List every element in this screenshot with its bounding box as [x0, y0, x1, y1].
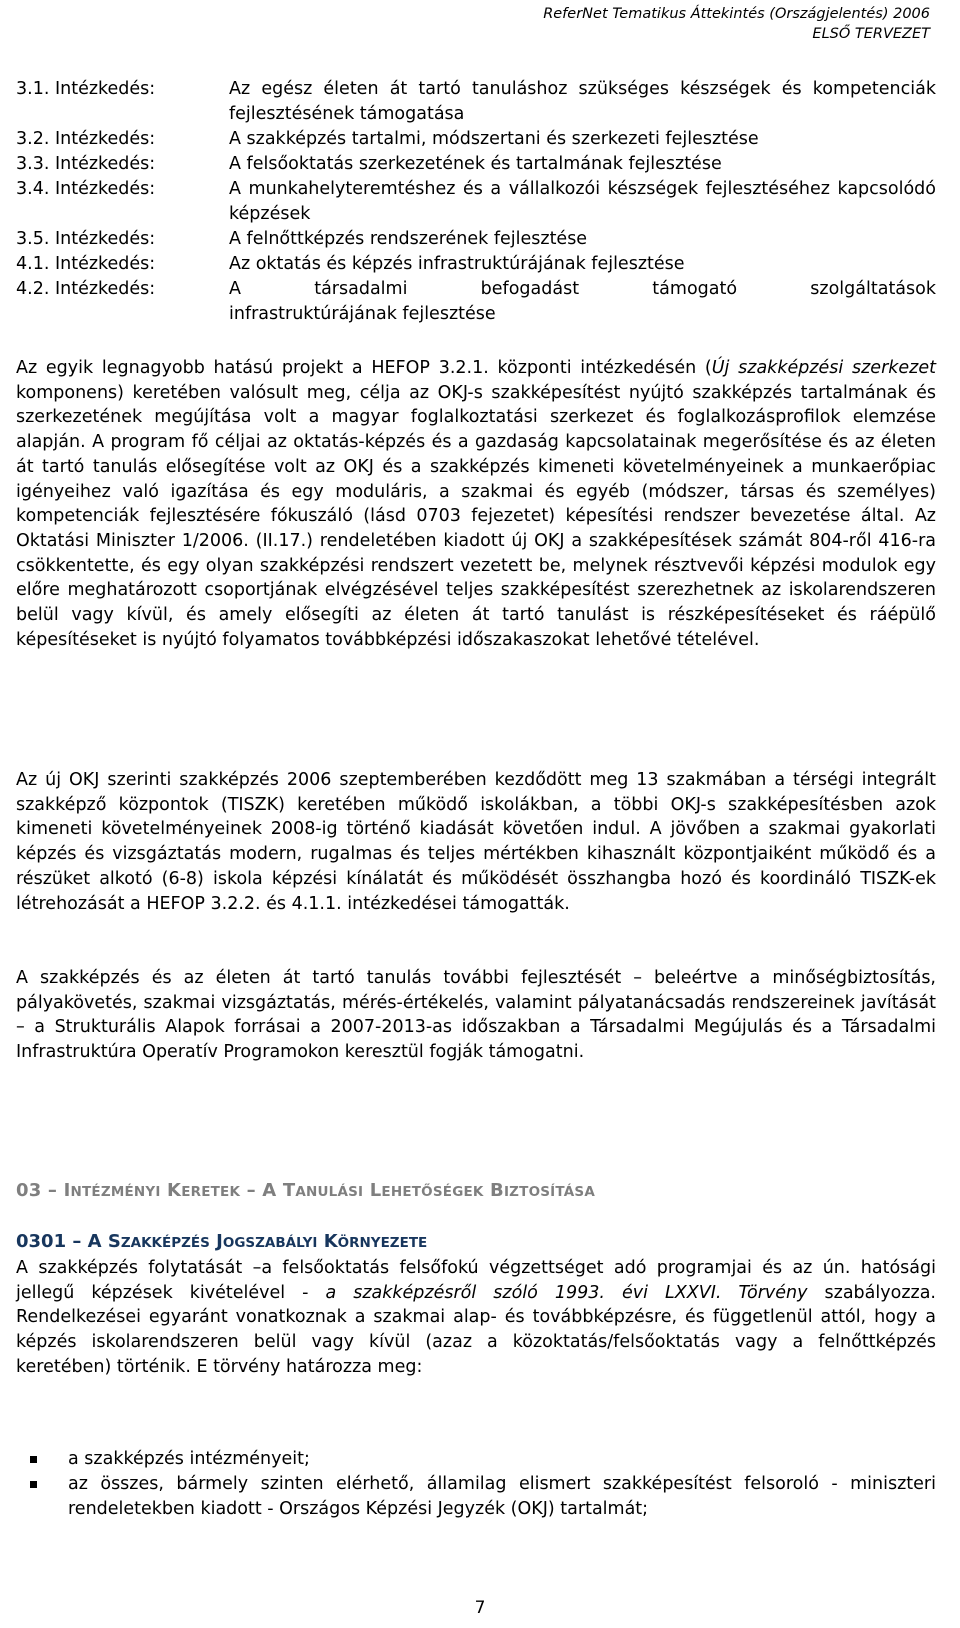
heading-word-rest: EHETŐSÉGEK	[381, 1184, 484, 1200]
paragraph-text: komponens) keretében valósult meg, célja az OKJ-s szakképesítést nyújtó szakképzés tartalmának és szerkezetének megújítása volt a magyar foglalkoztatási szerkezet és foglalkozásprofilok elemzése alapján. A program fő céljai az oktatás-képzés és a gazdaság kapcsolatainak megerősítése és az életen át tartó tanulás elősegítése volt az OKJ és a szakképzés kimeneti követelményeinek a munkaerőpiac igényeihez való igazítása és egy moduláris, a szakmai és egyéb (módszer, társas és személyes) kompetenciák fejlesztésére fókuszáló (lásd 0703 fejezetet) képesítési rendszer bevezetése által. Az Oktatási Miniszter 1/2006. (II.17.) rendeletében kiadott új OKJ a szakképesítések számát 804-ről 416-ra csökkentette, és egy olyan szakképzési rendszert vezetett be, melynek résztvevői képzési modulok egy előre meghatározott csoportjának elvégzésével teljes szakképesítést szerezhetnek az iskolarendszeren belül vagy kívül, és amely elősegíti az életen át tartó tanulást is részképesítéseket és ráépülő képesítéseket is nyújtó folyamatos továbbképzési időszakaszokat lehetővé tételével.	[16, 382, 936, 650]
heading-word: A	[262, 1180, 277, 1201]
measure-item	[16, 127, 936, 152]
measure-text-line: A társadalmi befogadást támogató szolgáltatások	[229, 279, 936, 299]
measure-number: 4.1. Intézkedés:	[16, 254, 156, 274]
heading-word-cap: K	[323, 1231, 338, 1252]
paragraph-emphasis: Új szakképzési szerkezet	[711, 358, 936, 378]
heading-number: 0301	[16, 1231, 67, 1252]
heading-word-cap: L	[369, 1180, 382, 1201]
list-item	[16, 1472, 936, 1522]
header-title: ReferNet Tematikus Áttekintés (Országjelentés) 2006	[543, 6, 930, 22]
bullet-list	[16, 1447, 936, 1522]
measure-text	[229, 277, 936, 327]
section-heading-0301	[16, 1231, 427, 1252]
measure-item	[16, 152, 936, 177]
heading-dash: –	[240, 1180, 263, 1201]
measure-number: 4.2. Intézkedés:	[16, 279, 156, 299]
heading-word-rest: ÖRNYEZETE	[337, 1235, 428, 1251]
heading-word-cap: K	[167, 1180, 182, 1201]
list-item	[16, 1447, 936, 1472]
heading-word-rest: OGSZABÁLYI	[222, 1235, 318, 1251]
measure-number: 3.3. Intézkedés:	[16, 154, 156, 174]
heading-word: A	[87, 1231, 102, 1252]
section-heading-03	[16, 1180, 595, 1201]
list-item-text: az összes, bármely szinten elérhető, államilag elismert szakképesítést felsoroló - miniszteri rendeletekben kiadott - Országos Képzési Jegyzék (OKJ) tartalmát;	[68, 1474, 936, 1519]
paragraph-text: A szakképzés folytatását –a felsőoktatás felsőfokú végzettséget adó programjai és az ún. hatósági jellegű képzések kivételével -	[16, 1258, 936, 1303]
page-number: 7	[474, 1598, 486, 1618]
measure-number: 3.4. Intézkedés:	[16, 179, 156, 199]
paragraph-okj: Az új OKJ szerinti szakképzés 2006 szeptemberében kezdődött meg 13 szakmában a térségi integrált szakképző központok (TISZK) keretében működő iskolákban, a többi OKJ-s szakképesítésben azok kimeneti követelményeinek 2008-ig történő kiadását követően indul. A jövőben a szakmai gyakorlati képzés és vizsgáztatás modern, rugalmas és teljes mértékben kihasznált központjaiként működő és a részüket alkotó (6-8) iskola képzési kínálatát és működését összhangba hozó és koordináló TISZK-ek létrehozását a HEFOP 3.2.2. és 4.1.1. intézkedései támogatták.	[16, 770, 936, 914]
list-item-text: a szakképzés intézményeit;	[68, 1449, 310, 1469]
measure-text: Az egész életen át tartó tanuláshoz szükséges készségek és kompetenciák fejlesztésének támogatása	[229, 79, 936, 124]
heading-word-cap: T	[282, 1180, 296, 1201]
paragraph-text: Az egyik legnagyobb hatású projekt a HEFOP 3.2.1. központi intézkedésén (	[16, 358, 712, 378]
heading-word-cap: J	[216, 1231, 223, 1252]
bullet-square-icon	[16, 1447, 68, 1472]
heading-word-rest: ERETEK	[181, 1184, 241, 1200]
measure-item	[16, 252, 936, 277]
measure-text: Az oktatás és képzés infrastruktúrájának fejlesztése	[229, 254, 685, 274]
paragraph-legal	[16, 1256, 936, 1380]
heading-word-cap: I	[63, 1180, 71, 1201]
header-draft-label: ELSŐ TERVEZET	[812, 26, 930, 42]
heading-number: 03	[16, 1180, 42, 1201]
measure-text-line: infrastruktúrájának fejlesztése	[229, 304, 496, 324]
heading-word-cap: B	[490, 1180, 504, 1201]
measure-item	[16, 177, 936, 227]
paragraph-text: szabályozza. Rendelkezései egyaránt vonatkoznak a szakmai alap- és továbbképzésre, és függetlenül attól, hogy a képzés iskolarendszeren belül vagy kívül (azaz a közoktatás/felsőoktatás vagy a felnőttképzés keretében) történik. E törvény határozza meg:	[16, 1282, 936, 1377]
measure-item	[16, 77, 936, 127]
paragraph-hefop	[16, 356, 936, 652]
measure-number: 3.5. Intézkedés:	[16, 229, 156, 249]
measure-text: A felnőttképzés rendszerének fejlesztése	[229, 229, 588, 249]
measure-item	[16, 277, 936, 327]
measure-number: 3.2. Intézkedés:	[16, 129, 156, 149]
measure-item	[16, 227, 936, 252]
page-header	[543, 4, 930, 44]
paragraph-development: A szakképzés és az életen át tartó tanulás további fejlesztését – beleértve a minőségbiztosítás, pályakövetés, szakmai vizsgáztatás, mérés-értékelés, valamint pályatanácsadás rendszereinek javítását – a Strukturális Alapok forrásai a 2007-2013-as időszakban a Társadalmi Megújulás és a Társadalmi Infrastruktúra Operatív Programokon keresztül fogják támogatni.	[16, 968, 936, 1063]
heading-word-cap: S	[107, 1231, 121, 1252]
heading-word-rest: IZTOSÍTÁSA	[503, 1184, 595, 1200]
measure-text: A munkahelyteremtéshez és a vállalkozói készségek fejlesztéséhez kapcsolódó képzések	[229, 179, 936, 224]
bullet-square-icon	[16, 1472, 68, 1522]
measure-text: A szakképzés tartalmi, módszertani és szerkezeti fejlesztése	[229, 129, 759, 149]
heading-dash: –	[41, 1180, 64, 1201]
heading-word-rest: ANULÁSI	[295, 1184, 364, 1200]
heading-dash: –	[66, 1231, 88, 1252]
measure-text: A felsőoktatás szerkezetének és tartalmának fejlesztése	[229, 154, 722, 174]
paragraph-emphasis: a szakképzésről szóló 1993. évi LXXVI. Törvény	[325, 1282, 808, 1303]
measure-number: 3.1. Intézkedés:	[16, 79, 156, 99]
heading-word-rest: NTÉZMÉNYI	[70, 1184, 161, 1200]
heading-word-rest: ZAKKÉPZÉS	[120, 1235, 210, 1251]
measures-list	[16, 77, 936, 327]
